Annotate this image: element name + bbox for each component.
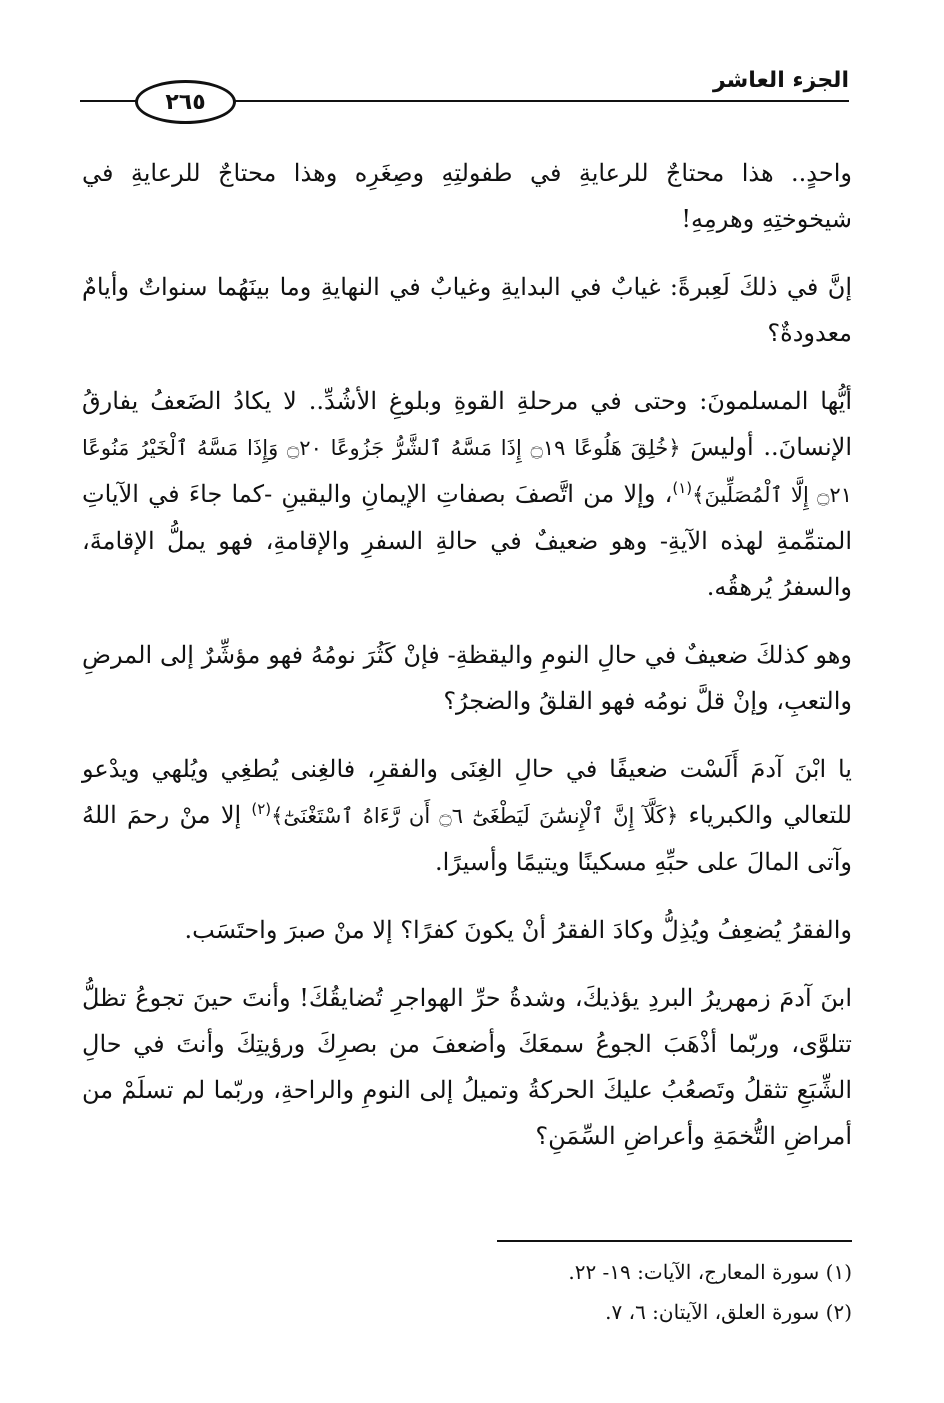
paragraph-2: إنَّ في ذلكَ لَعِبرةً: غيابٌ في البدايةِ وغيابٌ في النهايةِ وما بينَهُما سنواتٌ وأيامٌ معدودةٌ؟ xyxy=(82,273,852,347)
main-text xyxy=(82,150,852,1181)
footnotes xyxy=(82,1252,852,1332)
footnote-ref-2: (٢) xyxy=(251,800,272,818)
paragraph-1: واحدٍ.. هذا محتاجٌ للرعايةِ في طفولتِهِ وصِغَرِه وهذا محتاجٌ للرعايةِ في شيخوختِهِ وهرمِهِ! xyxy=(82,159,852,233)
footnote-2: (٢) سورة العلق، الآيتان: ٦، ٧. xyxy=(605,1300,852,1324)
paragraph-3 xyxy=(82,378,852,610)
footnote-separator xyxy=(497,1240,852,1242)
paragraph-6: والفقرُ يُضعِفُ ويُذِلُّ وكادَ الفقرُ أنْ يكونَ كفرًا؟ إلا منْ صبرَ واحتَسَب. xyxy=(184,916,852,944)
quran-verse-maarij: ﴿خُلِقَ هَلُوعًا ۝١٩ إِذَا مَسَّهُ ٱلشَّرُّ جَزُوعًا ۝٢٠ وَإِذَا مَسَّهُ ٱلْخَيْرُ مَنُوعًا ۝٢١ إِلَّا ٱلْمُصَلِّينَ﴾ xyxy=(82,436,852,507)
quran-verse-alaq: ﴿كَلَّآ إِنَّ ٱلْإِنسَٰنَ لَيَطْغَىٰٓ ۝٦ أَن رَّءَاهُ ٱسْتَغْنَىٰٓ﴾ xyxy=(271,804,679,828)
footnote-1: (١) سورة المعارج، الآيات: ١٩- ٢٢. xyxy=(568,1260,852,1284)
paragraph-3-text-a: أيُّها المسلمونَ: وحتى في مرحلةِ القوةِ وبلوغِ الأشُدِّ.. لا يكادُ الضَعفُ يفارقُ الإنسانَ.. أوليسَ xyxy=(82,387,852,461)
paragraph-7: ابنَ آدمَ زمهريرُ البردِ يؤذيكَ، وشدةُ حرِّ الهواجرِ تُضايقُكَ! وأنتَ حينَ تجوعُ تظلُّ تتلوَّى، وربّما أذْهَبَ الجوعُ سمعَكَ وأضعفَ من بصرِكَ ورؤيتِكَ وأنتَ في حالِ الشِّبَعِ تثقلُ وتَصعُبُ عليكَ الحركةُ وتميلُ إلى النومِ والراحةِ، وربّما لم تسلَمْ من أمراضِ التُّخمَةِ وأعراضِ السِّمَنِ؟ xyxy=(82,984,852,1150)
footnote-ref-1: (١) xyxy=(672,479,693,497)
paragraph-5-text-a: يا ابْنَ آدمَ أَلَسْت ضعيفًا في حالِ الغِنَى والفقرِ، فالغِنى يُطغِي ويُلهي ويدْعو للتعالي والكبرياء xyxy=(82,755,853,829)
paragraph-5 xyxy=(82,746,852,885)
page-header xyxy=(80,60,849,120)
paragraph-5-text-b: إلا منْ رحمَ اللهُ وآتى المالَ على حبِّهِ مسكينًا ويتيمًا وأسيرًا. xyxy=(82,801,852,876)
running-header-title: الجزء العاشر xyxy=(712,68,849,93)
paragraph-4: وهو كذلكَ ضعيفٌ في حالِ النومِ واليقظةِ- فإنْ كَثُرَ نومُهُ فهو مؤشِّرٌ إلى المرضِ والتعبِ، وإنْ قلَّ نومُه فهو القلقُ والضجرُ؟ xyxy=(82,641,853,715)
page-number-badge: ٢٦٥ xyxy=(135,80,236,124)
paragraph-3-text-b: ، وإلا من اتَّصفَ بصفاتِ الإيمانِ واليقينِ -كما جاءَ في الآياتِ المتمِّمةِ لهذه الآيةِ- وهو ضعيفٌ في حالةِ السفرِ والإقامةِ، فهو يملُّ الإقامةَ، والسفرُ يُرهقُه. xyxy=(82,480,852,601)
